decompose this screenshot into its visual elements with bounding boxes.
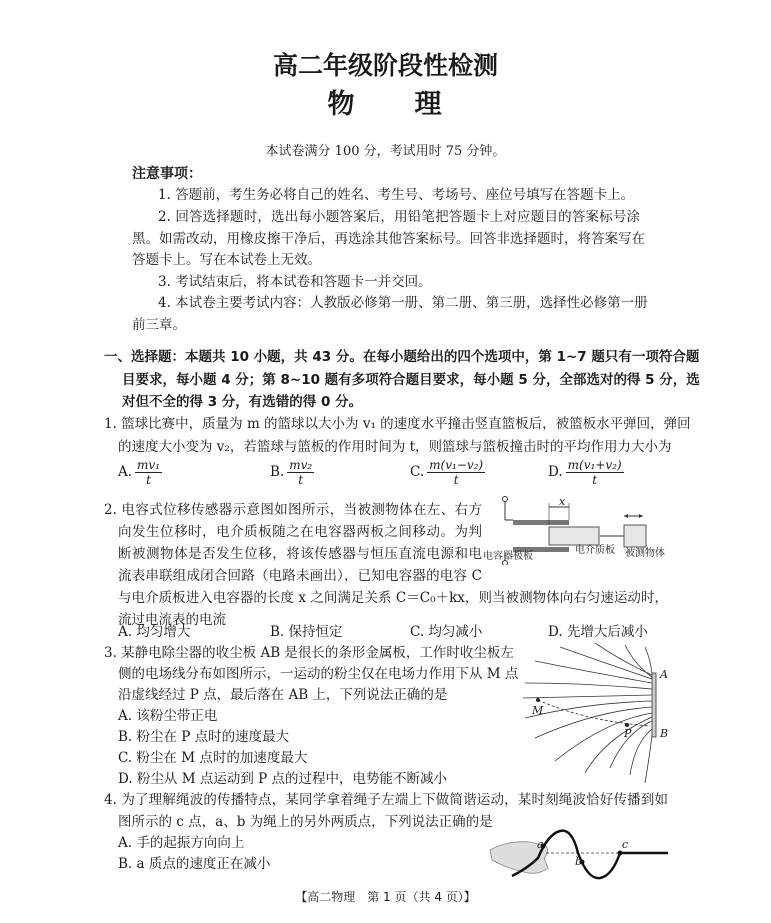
q4-stem: 4. 为了理解绳波的传播特点，某同学拿着绳子左端上下做简谐运动，某时刻绳波恰好传播到如 bbox=[104, 792, 668, 808]
q2-stem: 流表串联组成闭合回路（电路未画出），已知电容器的电容 C bbox=[118, 568, 482, 584]
section-heading: 目要求，每小题 4 分；第 8~10 题有多项符合题目要求，每小题 5 分，全部选对的得 5 分，选 bbox=[122, 372, 700, 388]
field-line bbox=[535, 661, 652, 683]
q2-option-a: A. 均匀增大 bbox=[118, 624, 191, 640]
q2-stem: 2. 电容式位移传感器示意图如图所示，当被测物体在左、右方 bbox=[104, 502, 482, 518]
option-key: A. bbox=[118, 464, 133, 480]
field-line bbox=[560, 647, 652, 679]
notice-line: 4. 本试卷主要考试内容：人教版必修第一册、第二册、第三册，选择性必修第一册 bbox=[158, 295, 648, 311]
q1-option-d bbox=[548, 458, 624, 487]
fraction bbox=[135, 458, 162, 487]
q2-stem: 断被测物体是否发生位移，将该传感器与恒压直流电源和电 bbox=[118, 546, 482, 562]
x-label: x bbox=[559, 495, 566, 508]
q2-stem: 与电介质板进入电容器的长度 x 之间满足关系 C＝C₀＋kx，则当被测物体向右匀速运动时， bbox=[118, 590, 668, 606]
option-key: D. bbox=[548, 464, 563, 480]
option-key: B. bbox=[270, 464, 285, 480]
q1-stem: 的速度大小变为 v₂，若篮球与篮板的作用时间为 t，则篮球与篮板撞击时的平均作用力大小为 bbox=[118, 439, 672, 455]
q4-option-a: A. 手的起振方向向上 bbox=[118, 835, 245, 851]
q3-option-c: C. 粉尘在 M 点时的加速度最大 bbox=[118, 750, 308, 766]
denominator: t bbox=[453, 473, 459, 487]
q1-option-a bbox=[118, 458, 162, 487]
label-b-point: b bbox=[575, 855, 583, 868]
notice-line: 2. 回答选择题时，选出每小题答案后，用铅笔把答题卡上对应题目的答案标号涂 bbox=[158, 209, 640, 225]
fraction bbox=[287, 458, 314, 487]
q3-option-b: B. 粉尘在 P 点时的速度最大 bbox=[118, 729, 290, 745]
option-key: C. bbox=[410, 464, 425, 480]
q3-option-a: A. 该粉尘带正电 bbox=[118, 708, 218, 724]
label-m: M bbox=[532, 704, 544, 717]
label-c-point: c bbox=[622, 838, 629, 851]
section-heading: 对但不全的得 3 分，有选错的得 0 分。 bbox=[122, 394, 363, 410]
dielectric-label: 电介质板 bbox=[575, 545, 615, 556]
q2-stem: 流过电流表的电流 bbox=[118, 612, 226, 628]
notice-line: 1. 答题前，考生务必将自己的姓名、考生号、考场号、座位号填写在答题卡上。 bbox=[158, 187, 635, 203]
label-a-point: a bbox=[537, 838, 544, 851]
notice-heading: 注意事项： bbox=[132, 166, 202, 182]
notice-line: 3. 考试结束后，将本试卷和答题卡一并交回。 bbox=[158, 274, 432, 290]
numerator: mv₁ bbox=[137, 458, 161, 472]
subject-title: 物 理 bbox=[327, 89, 444, 120]
field-line bbox=[523, 695, 652, 698]
q4-option-b: B. a 质点的速度正在减小 bbox=[118, 856, 271, 872]
notice-line: 黑。如需改动，用橡皮擦干净后，再选涂其他答案标号。回答非选择题时，将答案写在 bbox=[132, 231, 645, 247]
q1-option-c bbox=[410, 458, 485, 487]
label-p: P bbox=[624, 727, 632, 740]
q3-option-d: D. 粉尘从 M 点运动到 P 点的过程中，电势能不断减小 bbox=[118, 771, 447, 787]
q4-stem: 图所示的 c 点，a、b 为绳上的另外两质点，下列说法正确的是 bbox=[118, 814, 493, 830]
notice-line: 答题卡上。写在本试卷上无效。 bbox=[132, 252, 321, 268]
field-line bbox=[525, 683, 652, 689]
denominator: t bbox=[592, 473, 598, 487]
field-line bbox=[645, 735, 652, 783]
q2-option-c: C. 均匀减小 bbox=[410, 624, 483, 640]
q1-option-b bbox=[270, 458, 314, 487]
numerator: m(v₁−v₂) bbox=[429, 458, 484, 472]
numerator: mv₂ bbox=[289, 458, 313, 472]
fraction bbox=[427, 458, 485, 487]
field-line bbox=[625, 645, 652, 677]
label-b: B bbox=[660, 727, 669, 740]
q1-stem: 1. 篮球比赛中，质量为 m 的篮球以大小为 v₁ 的速度水平撞击竖直篮板后，被篮板水平弹回，弹回 bbox=[104, 416, 691, 432]
plate-label: 电容器极板 bbox=[483, 551, 533, 562]
field-line bbox=[555, 713, 652, 761]
q3-stem: 侧的电场线分布如图所示，一运动的粉尘仅在电场力作用下从 M 点 bbox=[118, 666, 519, 682]
denominator: t bbox=[298, 473, 304, 487]
numerator: m(v₁+v₂) bbox=[567, 458, 622, 472]
page-footer: 【高二物理 第 1 页（共 4 页）】 bbox=[295, 890, 476, 904]
exam-title: 高二年级阶段性检测 bbox=[272, 51, 498, 80]
q2-stem: 向发生位移时，电介质板随之在电容器两板之间移动。为判 bbox=[118, 524, 482, 540]
fraction bbox=[566, 458, 624, 487]
q2-option-d: D. 先增大后减小 bbox=[548, 624, 648, 640]
label-a: A bbox=[660, 668, 668, 681]
object-label: 被测物体 bbox=[625, 548, 665, 559]
notice-line: 前三章。 bbox=[132, 317, 186, 333]
exam-info: 本试卷满分 100 分，考试用时 75 分钟。 bbox=[265, 144, 506, 159]
denominator: t bbox=[146, 473, 151, 487]
q3-stem: 3. 某静电除尘器的收尘板 AB 是很长的条形金属板，工作时收尘板左 bbox=[104, 645, 514, 661]
section-heading: 一、选择题：本题共 10 小题，共 43 分。在每小题给出的四个选项中，第 1~7 题只有一项符合题 bbox=[104, 349, 700, 365]
q2-option-b: B. 保持恒定 bbox=[270, 624, 343, 640]
field-line bbox=[645, 647, 652, 673]
field-lines-diagram bbox=[515, 643, 671, 793]
field-line bbox=[525, 701, 652, 718]
field-line bbox=[630, 729, 652, 775]
q3-stem: 沿虚线经过 P 点，最后落在 AB 上，下列说法正确的是 bbox=[118, 687, 448, 703]
